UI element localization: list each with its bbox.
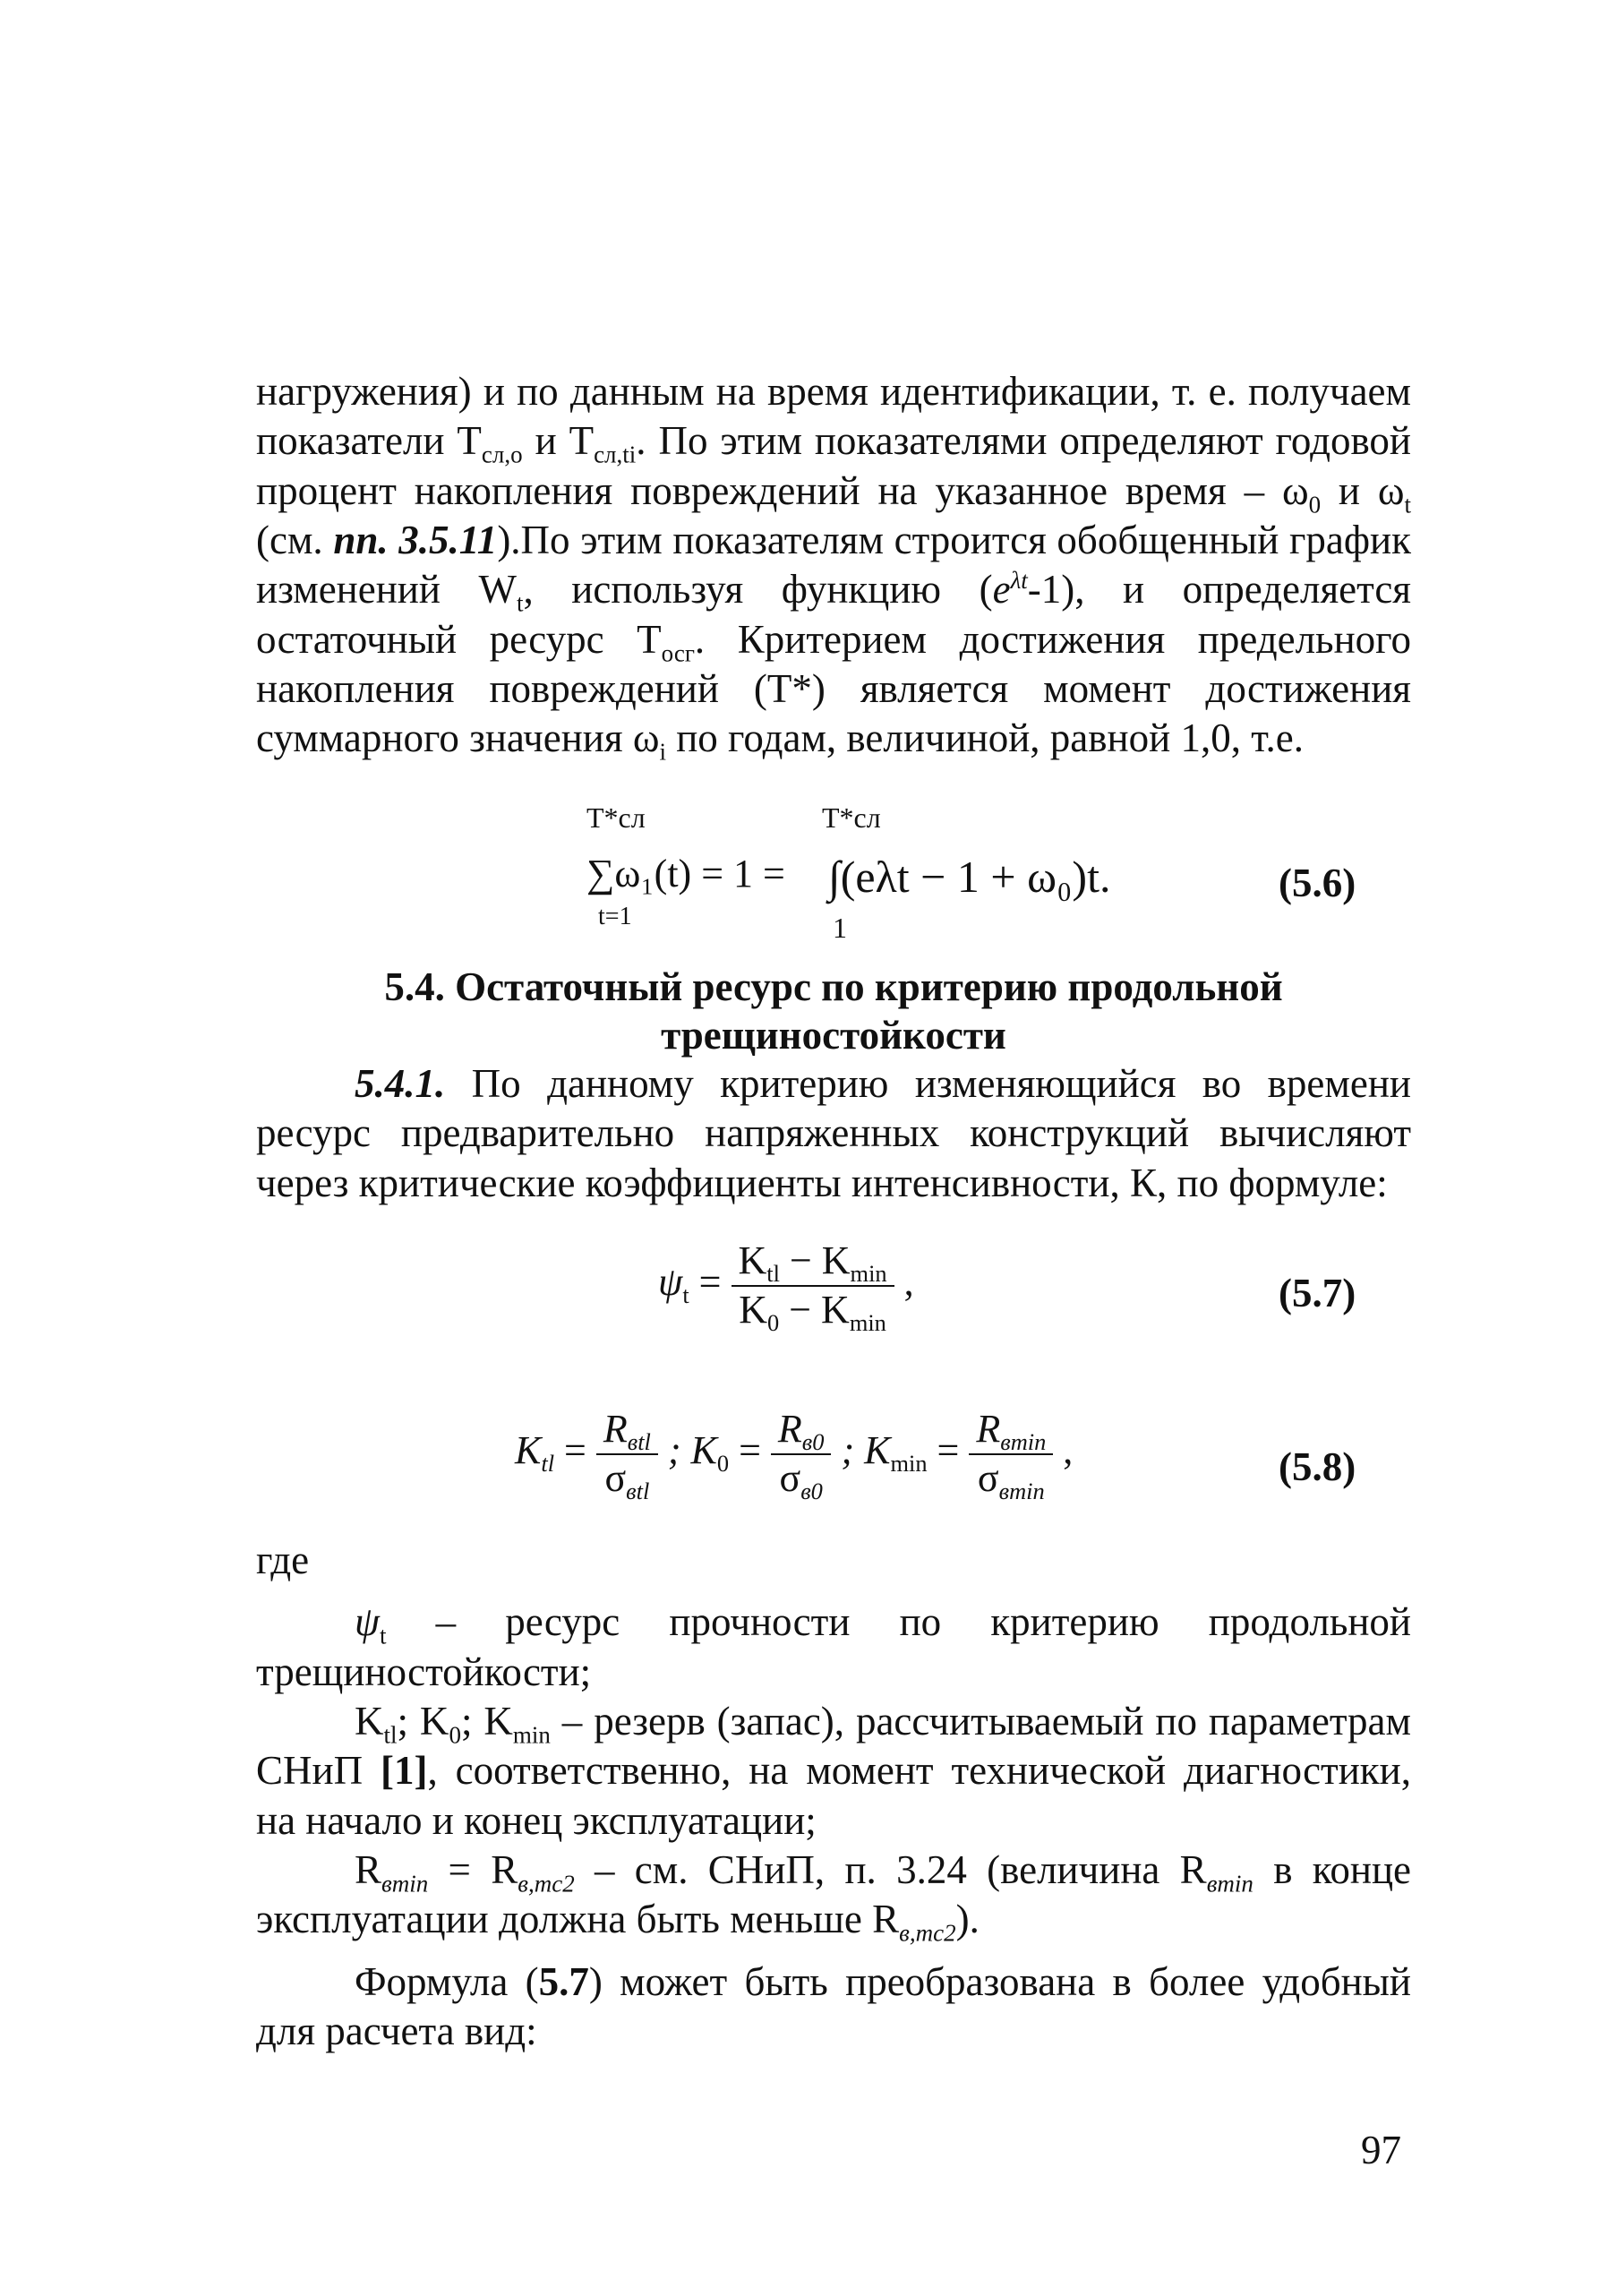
fraction: $\frac{R_{вtl}}{\sigma_{вtl}}$ <box>596 1406 658 1503</box>
equation-number: (5.8) <box>1279 1444 1356 1489</box>
page-number: 97 <box>1361 2128 1401 2172</box>
section-heading-line: трещиностойкости <box>661 1013 1006 1058</box>
paragraph-5-4-1 <box>256 1059 1411 1208</box>
sum-expression: ∑ω₁(t) = 1 = <box>586 852 785 895</box>
sum-lower-limit: t=1 <box>598 903 632 930</box>
definition-r: $R_{вmin} = R_{в,mc2}$ – см. СНиП, п. 3.24 (величина $R_{вmin}$ в конце эксплуатации должна быть меньше $R_{в,mc2}$). <box>256 1847 1411 1947</box>
paragraph-text: 5.4.1. По данному критерию изменяющийся во времени ресурс предварительно напряженных конструкций вычисляют через критические коэффициенты интенсивности, К, по формуле: <box>256 1061 1411 1205</box>
paragraph-continuation <box>256 367 1411 764</box>
definition-psi: $\psi_t$ – ресурс прочности по критерию продольной трещиностойкости; <box>256 1599 1411 1694</box>
definition-k: $K_{tl}$; $K_0$; $K_{min}$ – резерв (запас), рассчитываемый по параметрам СНиП [1], соответственно, на момент технической диагностики, на начало и конец эксплуатации; <box>256 1699 1412 1843</box>
definitions-block <box>256 1536 1411 2056</box>
section-reference: пп. 3.5.11 <box>333 518 498 563</box>
sum-upper-limit: Т*сл <box>586 801 646 834</box>
formula: $\psi_t$ = $\frac{K_{tl} - K_{min}}{K_0 - K_{min}}$ , <box>658 1238 914 1337</box>
section-heading-line: 5.4. Остаточный ресурс по критерию продольной <box>384 964 1283 1009</box>
bibliography-reference: [1] <box>381 1748 428 1794</box>
section-heading <box>256 963 1411 1059</box>
equation-reference: 5.7 <box>538 1958 589 2004</box>
fraction: $\frac{R_{в0}}{\sigma_{в0}}$ <box>771 1406 832 1503</box>
clause-number: 5.4.1. <box>355 1061 446 1106</box>
integral-expression: ∫(eλt − 1 + ω₀)t. <box>828 852 1111 902</box>
equation-number: (5.6) <box>1279 861 1356 905</box>
integral-lower-limit: 1 <box>833 912 847 944</box>
where-label: где <box>256 1538 310 1582</box>
paragraph-text: нагружения) и по данным на время идентификации, т. е. получаем показатели $Т_{сл,о}$ и $Т_{сл,tі}$. По этим показателями определяют годовой процент накопления повреждений на указанное время – $\omega_0$ и $\omega_t$ (см. пп. 3.5.11).По этим показателям строится обобщенный график изменений $W_t$, используя функцию $(e^{\lambda t}-1)$, и определяется остаточный ресурс $Т_{осг}$. Критерием достижения предельного накопления повреждений (Т*) является момент достижения суммарного значения $\omega_i$ по годам, величиной, равной 1,0, т.е. <box>256 369 1412 766</box>
equation-number: (5.7) <box>1279 1271 1356 1315</box>
integral-upper-limit: Т*сл <box>822 801 881 834</box>
formula: $K_{tl}$ = $\frac{R_{вtl}}{\sigma_{вtl}}$ ; $K_0$ = $\frac{R_{в0}}{\sigma_{в0}}$ ; $K_{min}$ = $\frac{R_{вmin}}{\sigma_{вmin}}$ , <box>515 1407 1074 1505</box>
final-paragraph: Формула (5.7) может быть преобразована в более удобный для расчета вид: <box>256 1958 1411 2054</box>
fraction: $\frac{R_{вmin}}{\sigma_{вmin}}$ <box>969 1406 1053 1503</box>
fraction: $\frac{K_{tl} - K_{min}}{K_0 - K_{min}}$ <box>732 1238 894 1334</box>
